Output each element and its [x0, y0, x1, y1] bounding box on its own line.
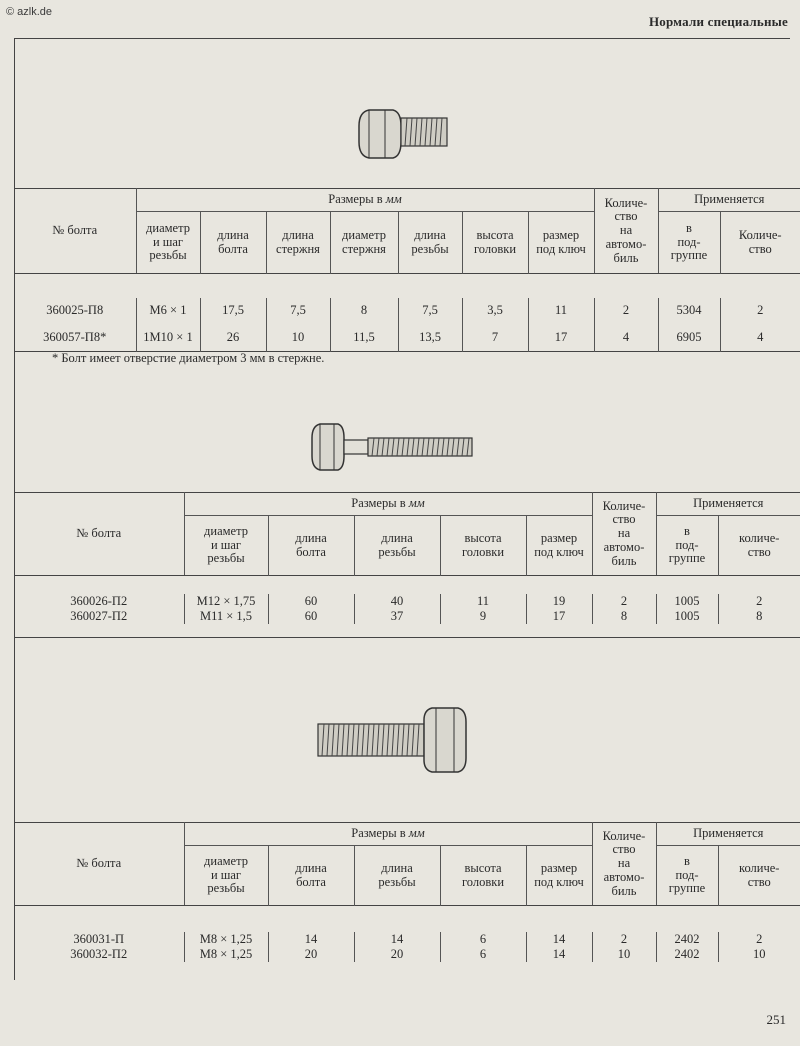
watermark: © azlk.de: [6, 6, 53, 18]
quantity-header: Количе- ство: [720, 212, 800, 274]
bolt-number-header: № болта: [14, 493, 184, 576]
sizes-header: Размеры в мм: [184, 493, 592, 516]
bolt-length-header: длина болта: [200, 212, 266, 274]
page-number: 251: [766, 1012, 786, 1027]
table-row: 360027-П2 М11 × 1,5 60 37 9 17 8 1005 8: [14, 609, 800, 624]
bolt-length-header: длина болта: [268, 846, 354, 906]
footnote: * Болт имеет отверстие диаметром 3 мм в стержне.: [52, 351, 325, 365]
table-row: 360031-П М8 × 1,25 14 14 6 14 2 2402 2: [14, 932, 800, 947]
bolt-number-header: № болта: [14, 823, 184, 906]
quantity-header: количе- ство: [718, 516, 800, 576]
thread-dim-header: диаметр и шаг резьбы: [184, 846, 268, 906]
wrench-size-header: размер под ключ: [528, 212, 594, 274]
sizes-header: Размеры в мм: [184, 823, 592, 846]
thread-length-header: длина резьбы: [354, 516, 440, 576]
shank-diameter-header: диаметр стержня: [330, 212, 398, 274]
header-rule: [14, 38, 790, 39]
shank-length-header: длина стержня: [266, 212, 330, 274]
bolt-table-1: [14, 188, 800, 352]
thread-dim-header: диаметр и шаг резьбы: [184, 516, 268, 576]
qty-per-car-header: Количе- ство на автомо- биль: [592, 493, 656, 576]
table-row: 360032-П2 М8 × 1,25 20 20 6 14 10 2402 10: [14, 947, 800, 962]
quantity-header: количе- ство: [718, 846, 800, 906]
bolt-table-3: [14, 822, 800, 986]
thread-dim-header: диаметр и шаг резьбы: [136, 212, 200, 274]
head-height-header: высота головки: [440, 516, 526, 576]
bolt-1-illustration: [355, 104, 455, 162]
bolt-2-illustration: [308, 418, 478, 476]
qty-per-car-header: Количе- ство на автомо- биль: [592, 823, 656, 906]
page-header-title: Нормали специальные: [648, 14, 788, 29]
wrench-size-header: размер под ключ: [526, 846, 592, 906]
bolt-number-header: № болта: [14, 189, 136, 274]
bolt-3-illustration: [312, 706, 472, 776]
table-row: 360057-П8* 1М10 × 1 26 10 11,5 13,5 7 17 4 6905 4: [14, 324, 800, 352]
bolt-length-header: длина болта: [268, 516, 354, 576]
table-row: 360026-П2 М12 × 1,75 60 40 11 19 2 1005 2: [14, 594, 800, 609]
head-height-header: высота головки: [440, 846, 526, 906]
thread-length-header: длина резьбы: [354, 846, 440, 906]
subgroup-header: в под- группе: [656, 516, 718, 576]
subgroup-header: в под- группе: [656, 846, 718, 906]
applied-header: Применяется: [658, 189, 800, 212]
sizes-header: Размеры в мм: [136, 189, 594, 212]
applied-header: Применяется: [656, 823, 800, 846]
applied-header: Применяется: [656, 493, 800, 516]
wrench-size-header: размер под ключ: [526, 516, 592, 576]
subgroup-header: в под- группе: [658, 212, 720, 274]
head-height-header: высота головки: [462, 212, 528, 274]
bolt-table-2: [14, 492, 800, 638]
table-row: 360025-П8 М6 × 1 17,5 7,5 8 7,5 3,5 11 2 5304 2: [14, 298, 800, 324]
thread-length-header: длина резьбы: [398, 212, 462, 274]
qty-per-car-header: Количе- ство на автомо- биль: [594, 189, 658, 274]
